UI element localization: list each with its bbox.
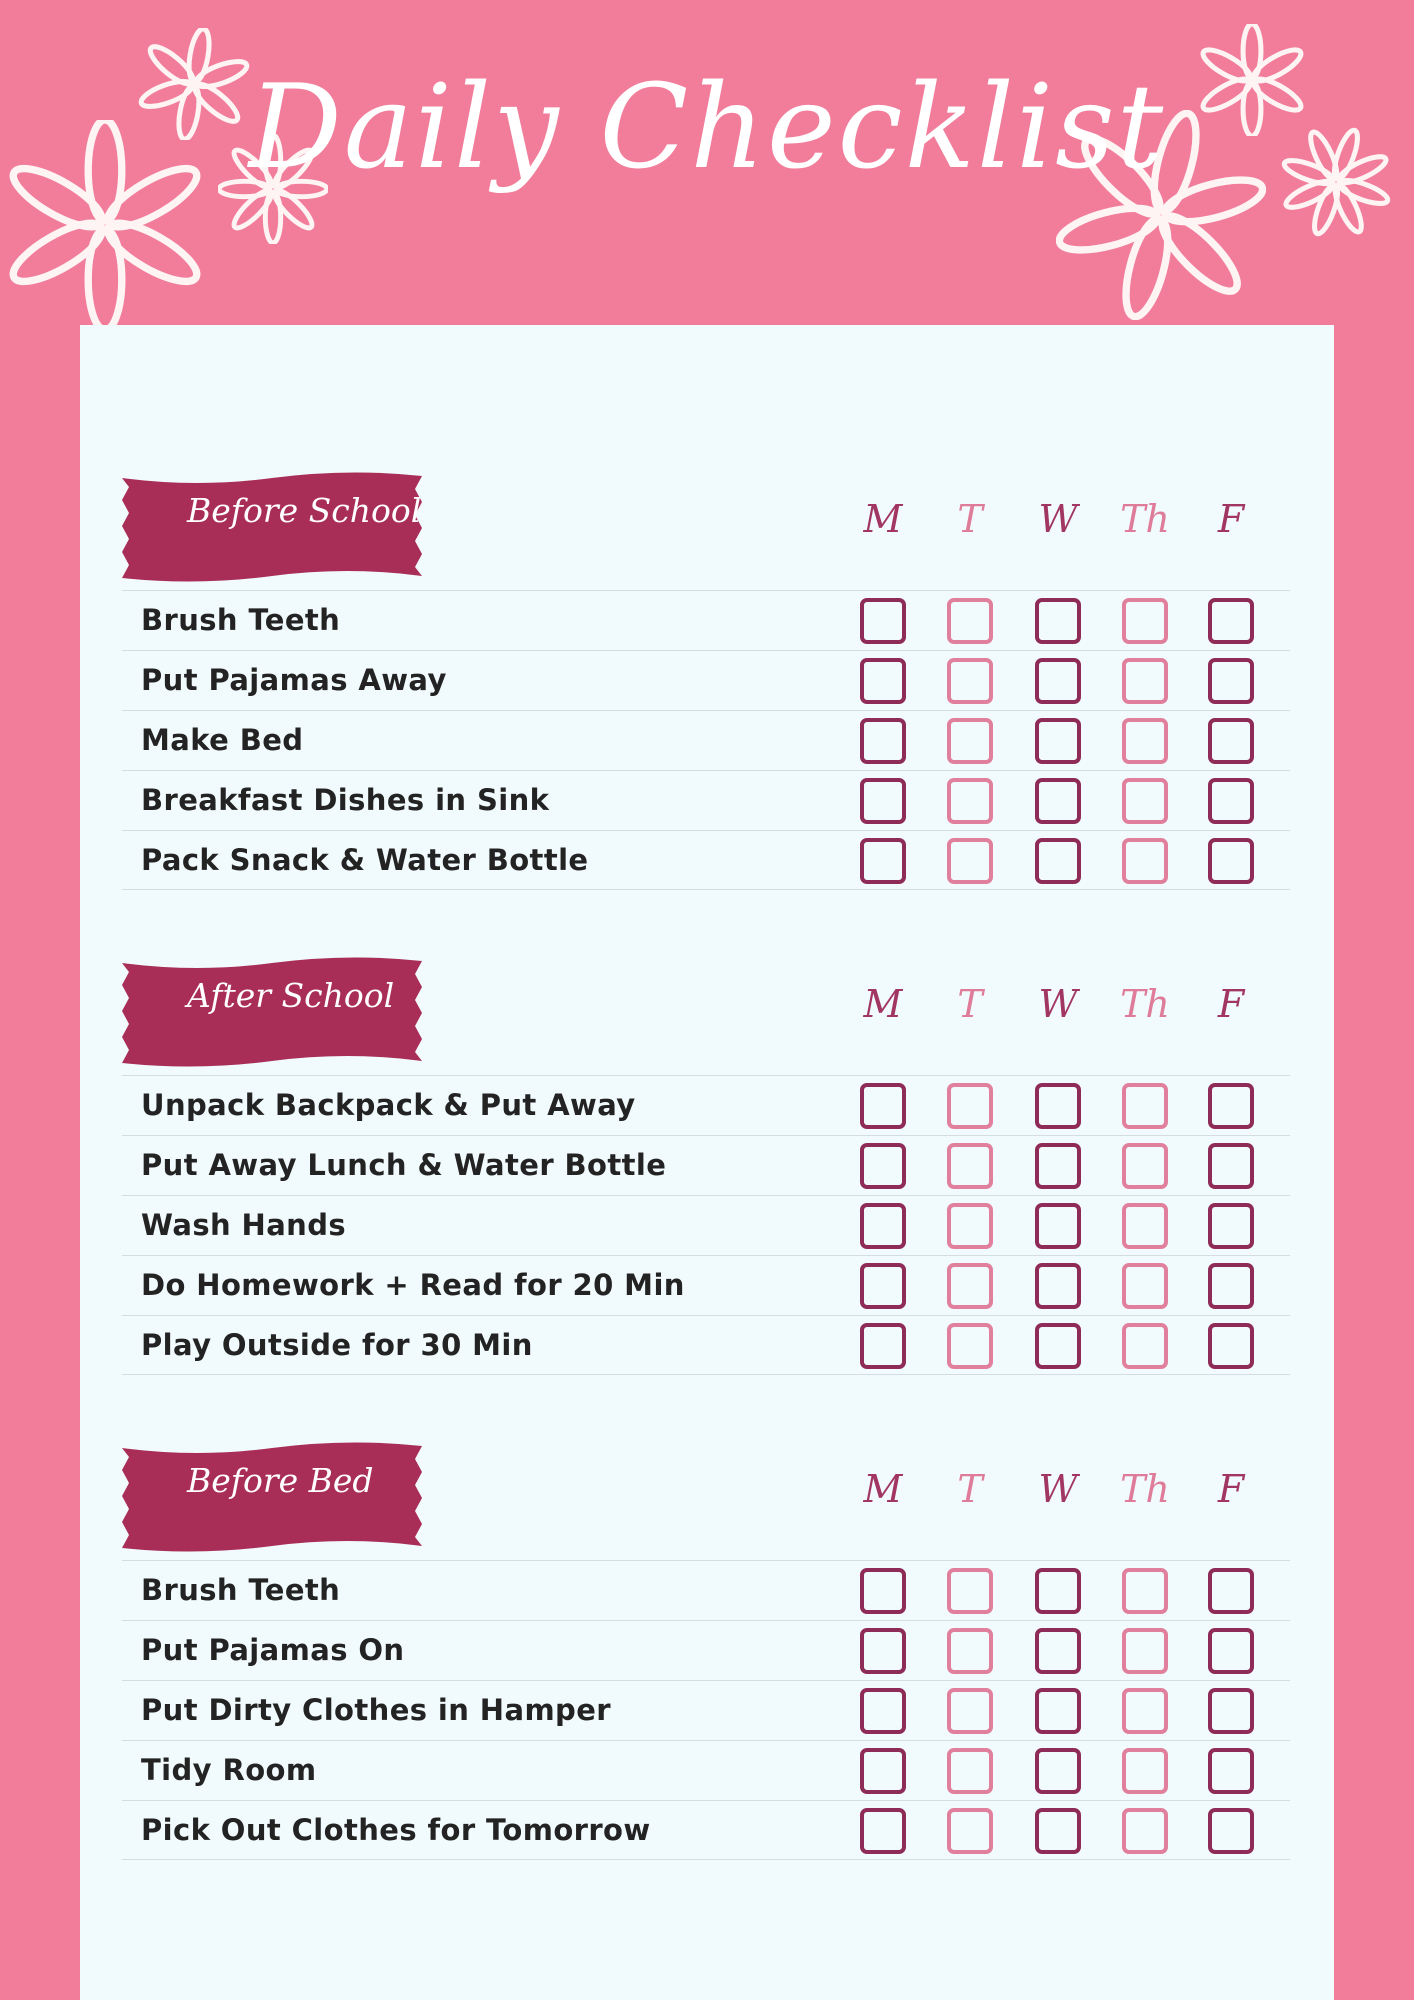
task-row xyxy=(122,1255,1290,1315)
day-header: W xyxy=(1038,497,1078,541)
day-header: M xyxy=(863,982,903,1026)
day-checkbox[interactable] xyxy=(860,838,906,884)
day-checkbox[interactable] xyxy=(947,1628,993,1674)
task-row xyxy=(122,1195,1290,1255)
day-header: M xyxy=(863,497,903,541)
day-checkbox[interactable] xyxy=(860,718,906,764)
day-header: Th xyxy=(1120,982,1170,1026)
day-header: T xyxy=(957,982,983,1026)
task-row xyxy=(122,1560,1290,1620)
day-checkbox[interactable] xyxy=(1122,1628,1168,1674)
checklist-section xyxy=(80,1440,1334,1862)
day-checkbox[interactable] xyxy=(1122,598,1168,644)
task-row xyxy=(122,1620,1290,1680)
day-checkbox[interactable] xyxy=(860,1808,906,1854)
day-checkbox[interactable] xyxy=(1035,838,1081,884)
day-checkbox[interactable] xyxy=(1208,1323,1254,1369)
day-checkbox[interactable] xyxy=(947,838,993,884)
day-header: F xyxy=(1217,497,1245,541)
day-header: T xyxy=(957,497,983,541)
day-checkbox[interactable] xyxy=(1208,718,1254,764)
checklist-section xyxy=(80,470,1334,892)
day-checkbox[interactable] xyxy=(1035,658,1081,704)
section-title: Before Bed xyxy=(187,1461,374,1500)
task-label: Brush Teeth xyxy=(141,603,341,637)
day-checkbox[interactable] xyxy=(860,778,906,824)
day-checkbox[interactable] xyxy=(1208,1263,1254,1309)
day-checkbox[interactable] xyxy=(1122,838,1168,884)
task-label: Make Bed xyxy=(141,723,304,757)
day-checkbox[interactable] xyxy=(1208,1808,1254,1854)
task-label: Pick Out Clothes for Tomorrow xyxy=(141,1813,651,1847)
task-row xyxy=(122,830,1290,890)
task-row xyxy=(122,1740,1290,1800)
day-checkbox[interactable] xyxy=(1035,1808,1081,1854)
task-label: Brush Teeth xyxy=(141,1573,341,1607)
day-checkbox[interactable] xyxy=(947,1688,993,1734)
day-checkbox[interactable] xyxy=(1035,1748,1081,1794)
task-row xyxy=(122,1135,1290,1195)
day-checkbox[interactable] xyxy=(947,1203,993,1249)
task-row xyxy=(122,1075,1290,1135)
day-checkbox[interactable] xyxy=(1122,1203,1168,1249)
day-checkbox[interactable] xyxy=(1122,1688,1168,1734)
day-checkbox[interactable] xyxy=(860,598,906,644)
task-row xyxy=(122,590,1290,650)
day-checkbox[interactable] xyxy=(860,1323,906,1369)
day-checkbox[interactable] xyxy=(860,1748,906,1794)
day-checkbox[interactable] xyxy=(947,1808,993,1854)
day-checkbox[interactable] xyxy=(947,778,993,824)
task-row xyxy=(122,650,1290,710)
task-label: Put Pajamas On xyxy=(141,1633,405,1667)
day-checkbox[interactable] xyxy=(1208,778,1254,824)
task-label: Put Away Lunch & Water Bottle xyxy=(141,1148,667,1182)
day-checkbox[interactable] xyxy=(1122,1143,1168,1189)
task-row xyxy=(122,770,1290,830)
task-row xyxy=(122,1315,1290,1375)
checklist-section xyxy=(80,955,1334,1377)
day-checkbox[interactable] xyxy=(947,1263,993,1309)
day-checkbox[interactable] xyxy=(1035,1323,1081,1369)
day-header: T xyxy=(957,1467,983,1511)
day-checkbox[interactable] xyxy=(1208,1143,1254,1189)
day-checkbox[interactable] xyxy=(1208,658,1254,704)
section-title: After School xyxy=(187,976,395,1015)
day-checkbox[interactable] xyxy=(947,1143,993,1189)
day-checkbox[interactable] xyxy=(860,1203,906,1249)
task-label: Put Pajamas Away xyxy=(141,663,447,697)
day-checkbox[interactable] xyxy=(1035,598,1081,644)
day-checkbox[interactable] xyxy=(1035,1568,1081,1614)
day-checkbox[interactable] xyxy=(1122,1568,1168,1614)
task-label: Wash Hands xyxy=(141,1208,347,1242)
day-checkbox[interactable] xyxy=(1208,1203,1254,1249)
task-label: Pack Snack & Water Bottle xyxy=(141,843,589,877)
task-row xyxy=(122,1680,1290,1740)
day-checkbox[interactable] xyxy=(1035,1688,1081,1734)
day-header: F xyxy=(1217,1467,1245,1511)
day-checkbox[interactable] xyxy=(1208,1688,1254,1734)
section-title: Before School xyxy=(187,491,422,530)
day-checkbox[interactable] xyxy=(947,1083,993,1129)
day-checkbox[interactable] xyxy=(1035,1203,1081,1249)
day-checkbox[interactable] xyxy=(860,1568,906,1614)
task-row xyxy=(122,1800,1290,1860)
task-row xyxy=(122,710,1290,770)
day-checkbox[interactable] xyxy=(1122,1808,1168,1854)
day-header: Th xyxy=(1120,1467,1170,1511)
day-checkbox[interactable] xyxy=(1122,718,1168,764)
day-checkbox[interactable] xyxy=(860,1083,906,1129)
page-title: Daily Checklist xyxy=(248,60,1166,195)
day-checkbox[interactable] xyxy=(1122,1323,1168,1369)
task-label: Breakfast Dishes in Sink xyxy=(141,783,550,817)
day-checkbox[interactable] xyxy=(860,1143,906,1189)
day-checkbox[interactable] xyxy=(1122,658,1168,704)
day-checkbox[interactable] xyxy=(1035,1083,1081,1129)
day-checkbox[interactable] xyxy=(1122,1083,1168,1129)
day-checkbox[interactable] xyxy=(1035,778,1081,824)
day-checkbox[interactable] xyxy=(860,1263,906,1309)
day-checkbox[interactable] xyxy=(860,658,906,704)
day-checkbox[interactable] xyxy=(1122,1748,1168,1794)
day-checkbox[interactable] xyxy=(947,1568,993,1614)
day-checkbox[interactable] xyxy=(1122,1263,1168,1309)
section-banner xyxy=(122,1440,422,1555)
day-checkbox[interactable] xyxy=(947,1748,993,1794)
day-checkbox[interactable] xyxy=(1208,598,1254,644)
day-checkbox[interactable] xyxy=(947,718,993,764)
day-checkbox[interactable] xyxy=(1208,1083,1254,1129)
task-label: Play Outside for 30 Min xyxy=(141,1328,533,1362)
day-header: F xyxy=(1217,982,1245,1026)
day-header: M xyxy=(863,1467,903,1511)
day-checkbox[interactable] xyxy=(947,1323,993,1369)
day-checkbox[interactable] xyxy=(1208,1628,1254,1674)
section-banner xyxy=(122,470,422,585)
checklist-panel xyxy=(80,325,1334,2000)
task-label: Unpack Backpack & Put Away xyxy=(141,1088,636,1122)
day-checkbox[interactable] xyxy=(1035,718,1081,764)
day-checkbox[interactable] xyxy=(1122,778,1168,824)
day-checkbox[interactable] xyxy=(1208,838,1254,884)
task-label: Tidy Room xyxy=(141,1753,317,1787)
task-label: Put Dirty Clothes in Hamper xyxy=(141,1693,611,1727)
day-checkbox[interactable] xyxy=(947,658,993,704)
day-header: W xyxy=(1038,982,1078,1026)
day-checkbox[interactable] xyxy=(1208,1748,1254,1794)
day-checkbox[interactable] xyxy=(1035,1263,1081,1309)
day-checkbox[interactable] xyxy=(860,1688,906,1734)
day-checkbox[interactable] xyxy=(1208,1568,1254,1614)
day-checkbox[interactable] xyxy=(860,1628,906,1674)
day-checkbox[interactable] xyxy=(1035,1628,1081,1674)
day-checkbox[interactable] xyxy=(1035,1143,1081,1189)
day-header: W xyxy=(1038,1467,1078,1511)
day-checkbox[interactable] xyxy=(947,598,993,644)
task-label: Do Homework + Read for 20 Min xyxy=(141,1268,685,1302)
section-banner xyxy=(122,955,422,1070)
day-header: Th xyxy=(1120,497,1170,541)
